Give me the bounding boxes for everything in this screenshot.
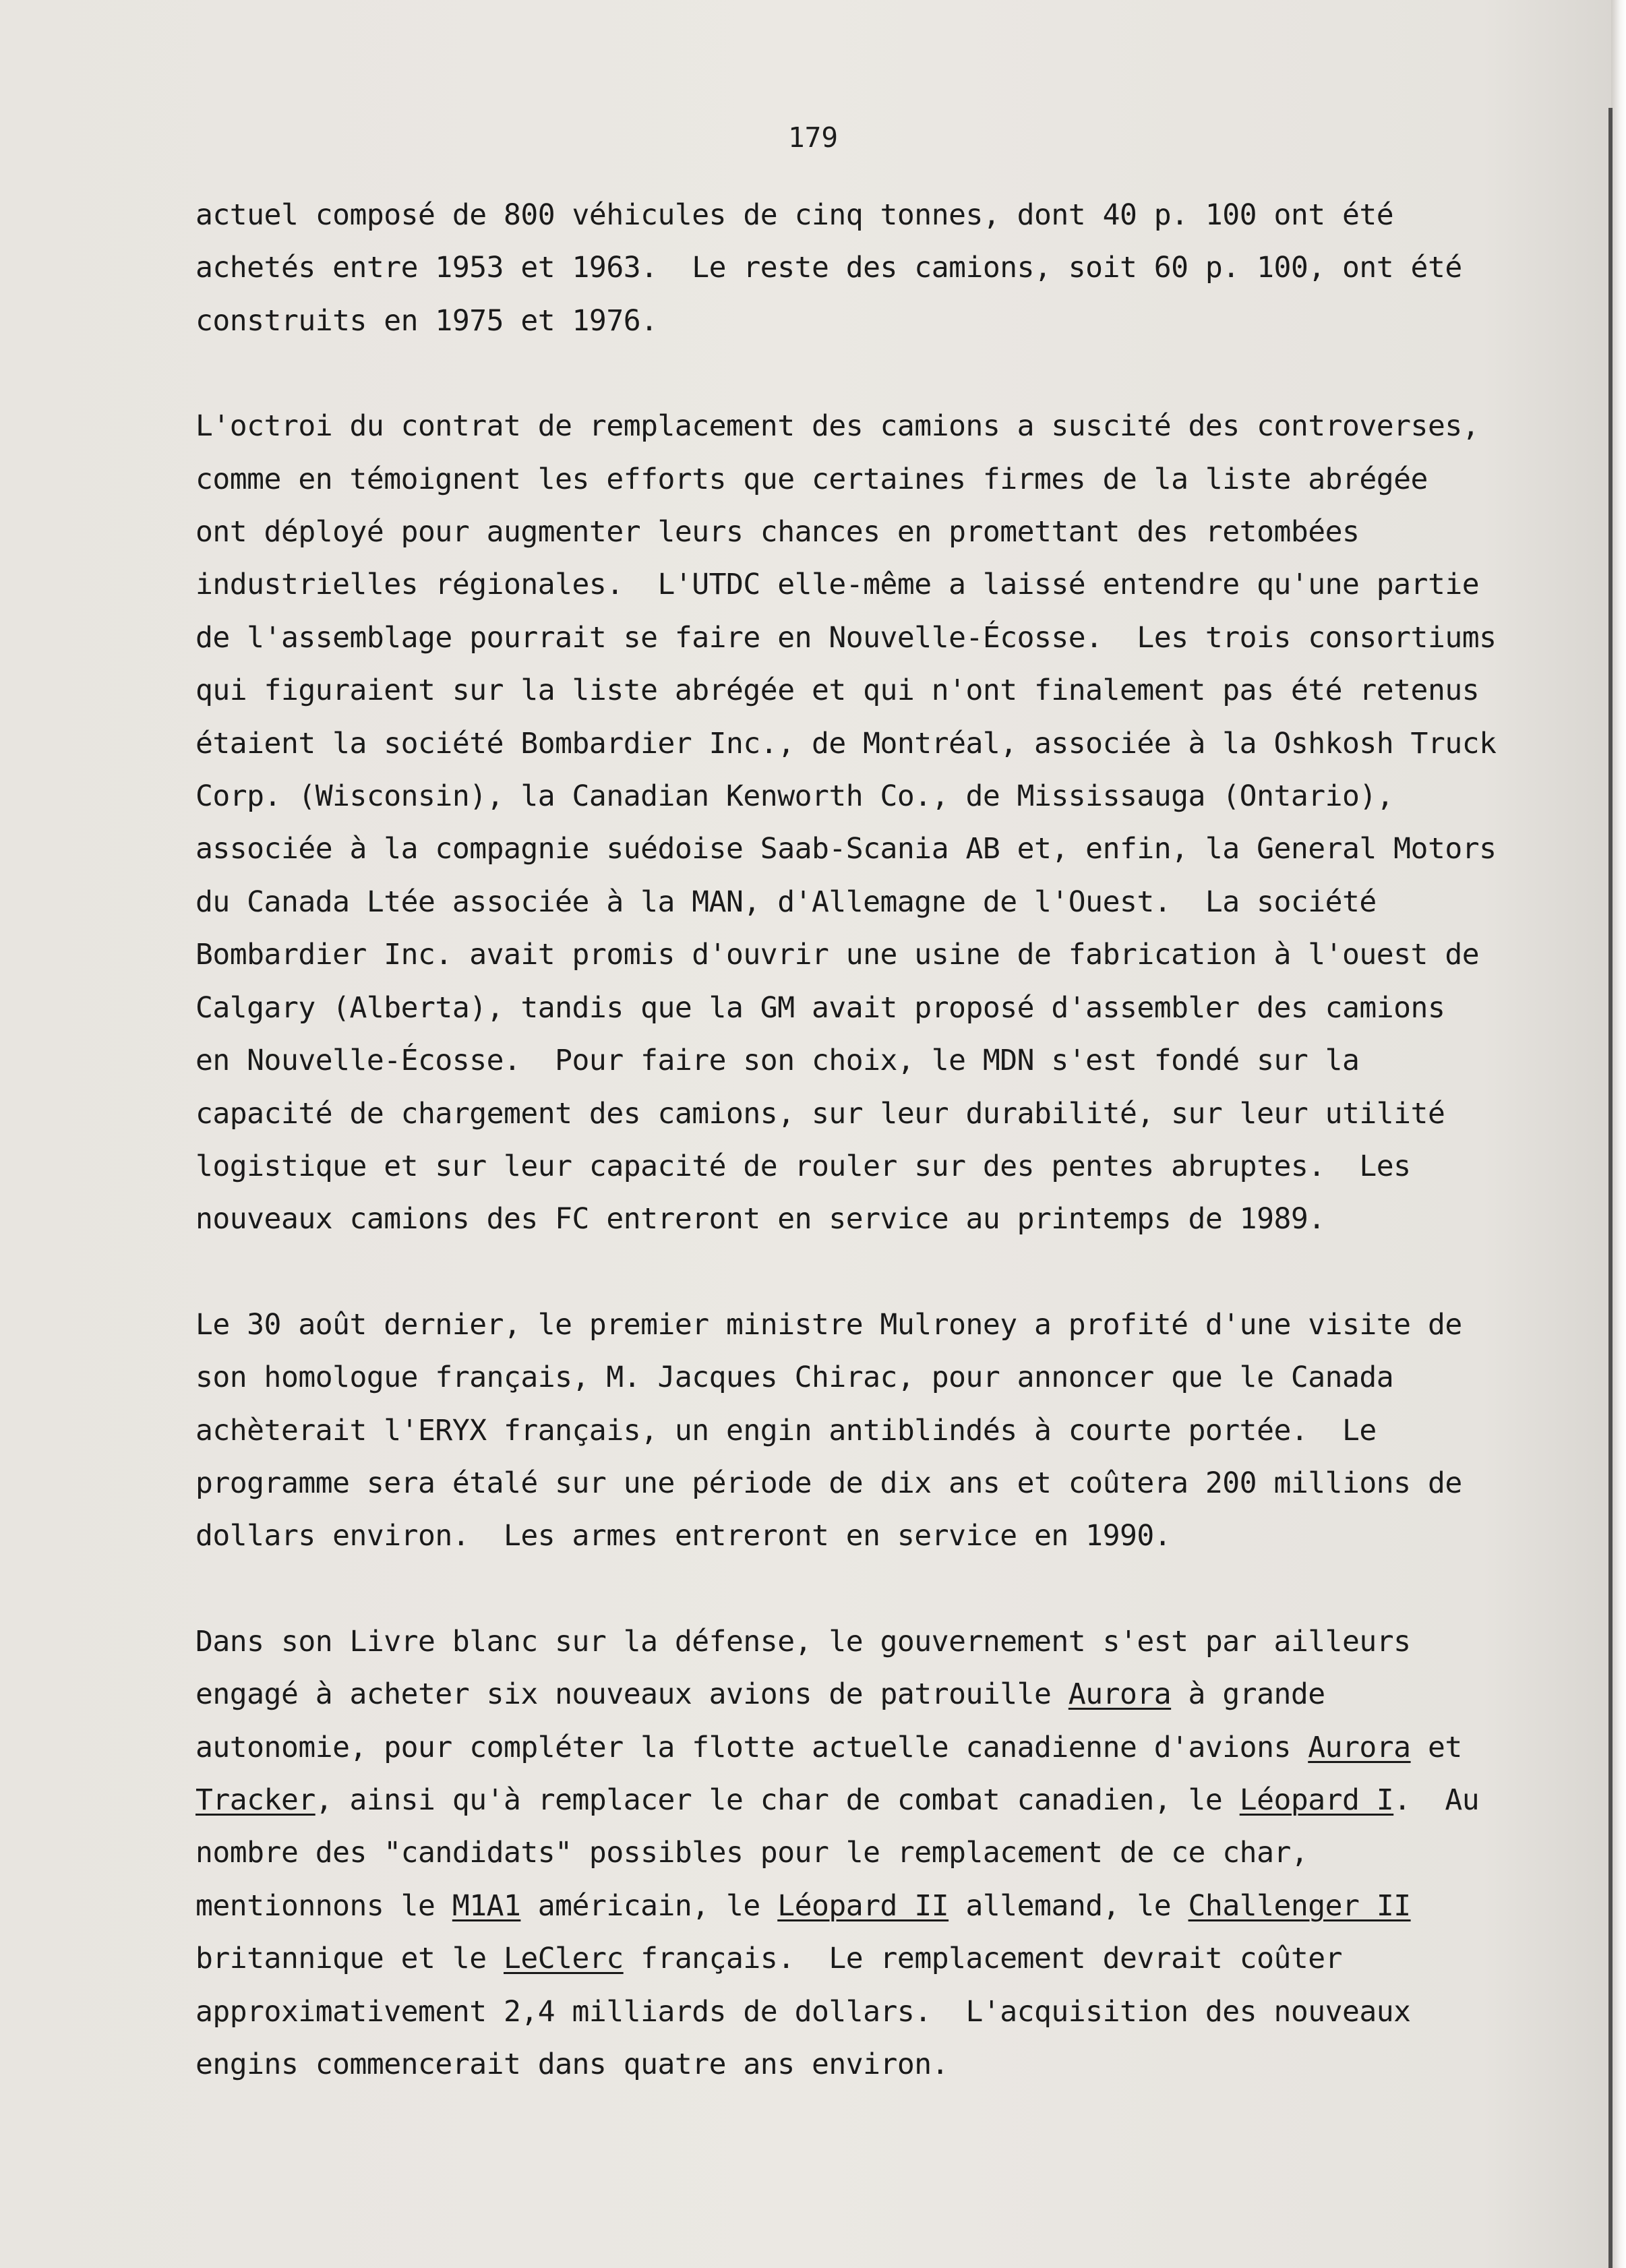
text-line [195,1986,1537,2038]
text-line [195,1034,1537,1087]
underlined-title: Léopard I [1239,1783,1394,1817]
underlined-title: Challenger II [1188,1888,1411,1923]
text-segment: Corp. (Wisconsin), la Canadian Kenworth Co., de Mississauga (Ontario), [195,779,1394,814]
text-segment: à grande [1171,1677,1325,1712]
text-segment: du Canada Ltée associée à la MAN, d'Allemagne de l'Ouest. La société [195,885,1377,919]
page-number: 179 [787,121,839,154]
text-segment: , ainsi qu'à remplacer le char de combat canadien, le [315,1783,1240,1817]
text-line [195,1668,1537,1721]
page-edge-shadow [1611,0,1626,2268]
text-line [195,664,1537,717]
text-line [195,558,1537,611]
text-line [195,928,1537,981]
text-line [195,1510,1537,1562]
paragraph-4 [195,1615,1537,2091]
underlined-title: Tracker [195,1783,315,1817]
text-segment: programme sera étalé sur une période de dix ans et coûtera 200 millions de [195,1466,1462,1500]
text-line [195,823,1537,875]
text-line [195,1087,1537,1140]
text-segment: achèterait l'ERYX français, un engin antiblindés à courte portée. Le [195,1413,1377,1448]
text-line [195,1826,1537,1879]
text-segment: associée à la compagnie suédoise Saab-Scania AB et, enfin, la General Motors [195,832,1497,866]
underlined-title: M1A1 [452,1888,521,1923]
text-segment: actuel composé de 800 véhicules de cinq tonnes, dont 40 p. 100 ont été [195,198,1394,232]
paragraph-3 [195,1299,1537,1563]
text-line [195,770,1537,823]
text-segment: engins commencerait dans quatre ans environ. [195,2048,949,2081]
text-segment: engagé à acheter six nouveaux avions de patrouille [195,1677,1068,1712]
text-line [195,611,1537,664]
page-edge-line [1608,108,1613,2268]
text-segment: Le 30 août dernier, le premier ministre Mulroney a profité d'une visite de [195,1307,1462,1342]
text-segment: son homologue français, M. Jacques Chirac, pour annoncer que le Canada [195,1361,1394,1395]
text-line [195,1457,1537,1510]
paragraph-2 [195,400,1537,1246]
text-segment: britannique et le [195,1942,504,1976]
text-segment: de l'assemblage pourrait se faire en Nouvelle-Écosse. Les trois consortiums [195,620,1497,655]
text-line [195,189,1537,241]
text-line [195,506,1537,558]
underlined-title: LeClerc [504,1942,624,1976]
text-segment: autonomie, pour compléter la flotte actuelle canadienne d'avions [195,1730,1308,1764]
text-line [195,1351,1537,1404]
text-line [195,982,1537,1034]
text-segment: . Au [1393,1783,1480,1817]
text-segment: allemand, le [948,1888,1188,1923]
text-segment: industrielles régionales. L'UTDC elle-même a laissé entendre qu'une partie [195,568,1480,602]
text-segment: français. Le remplacement devrait coûter [623,1942,1343,1976]
underlined-title: Aurora [1068,1677,1172,1712]
text-line [195,295,1537,347]
text-line [195,400,1537,452]
text-segment: achetés entre 1953 et 1963. Le reste des camions, soit 60 p. 100, ont été [195,251,1462,285]
text-line [195,1404,1537,1457]
text-segment: en Nouvelle-Écosse. Pour faire son choix, le MDN s'est fondé sur la [195,1044,1360,1078]
underlined-title: Léopard II [777,1888,949,1923]
text-line [195,717,1537,770]
text-line [195,1932,1537,1985]
text-segment: approximativement 2,4 milliards de dollars. L'acquisition des nouveaux [195,1994,1411,2029]
text-segment: Calgary (Alberta), tandis que la GM avait proposé d'assembler des camions [195,990,1445,1025]
text-line [195,1615,1537,1668]
text-segment: américain, le [520,1888,778,1923]
text-segment: et [1410,1730,1462,1764]
text-line [195,453,1537,506]
text-segment: comme en témoignent les efforts que certaines firmes de la liste abrégée [195,462,1428,496]
text-segment: Bombardier Inc. avait promis d'ouvrir une usine de fabrication à l'ouest de [195,938,1480,972]
text-segment: étaient la société Bombardier Inc., de Montréal, associée à la Oshkosh Truck [195,726,1497,760]
text-line [195,2038,1537,2091]
text-line [195,241,1537,294]
text-segment: dollars environ. Les armes entreront en service en 1990. [195,1519,1172,1553]
text-line [195,1299,1537,1351]
text-segment: Dans son Livre blanc sur la défense, le gouvernement s'est par ailleurs [195,1624,1411,1659]
underlined-title: Aurora [1308,1730,1411,1764]
text-segment: ont déployé pour augmenter leurs chances en promettant des retombées [195,515,1360,549]
text-segment: qui figuraient sur la liste abrégée et qui n'ont finalement pas été retenus [195,674,1480,708]
text-segment: mentionnons le [195,1888,452,1923]
paragraph-1 [195,189,1537,347]
text-line [195,1774,1537,1826]
text-line [195,1721,1537,1774]
text-line [195,1880,1537,1932]
text-line [195,1193,1537,1245]
text-segment: nombre des "candidats" possibles pour le remplacement de ce char, [195,1836,1308,1870]
text-segment: logistique et sur leur capacité de rouler sur des pentes abruptes. Les [195,1149,1411,1183]
text-segment: nouveaux camions des FC entreront en service au printemps de 1989. [195,1202,1325,1236]
text-segment: L'octroi du contrat de remplacement des camions a suscité des controverses, [195,409,1480,444]
text-segment: capacité de chargement des camions, sur leur durabilité, sur leur utilité [195,1096,1445,1131]
text-line [195,1140,1537,1193]
text-line [195,876,1537,928]
document-body [195,189,1537,2143]
text-segment: construits en 1975 et 1976. [195,303,658,338]
